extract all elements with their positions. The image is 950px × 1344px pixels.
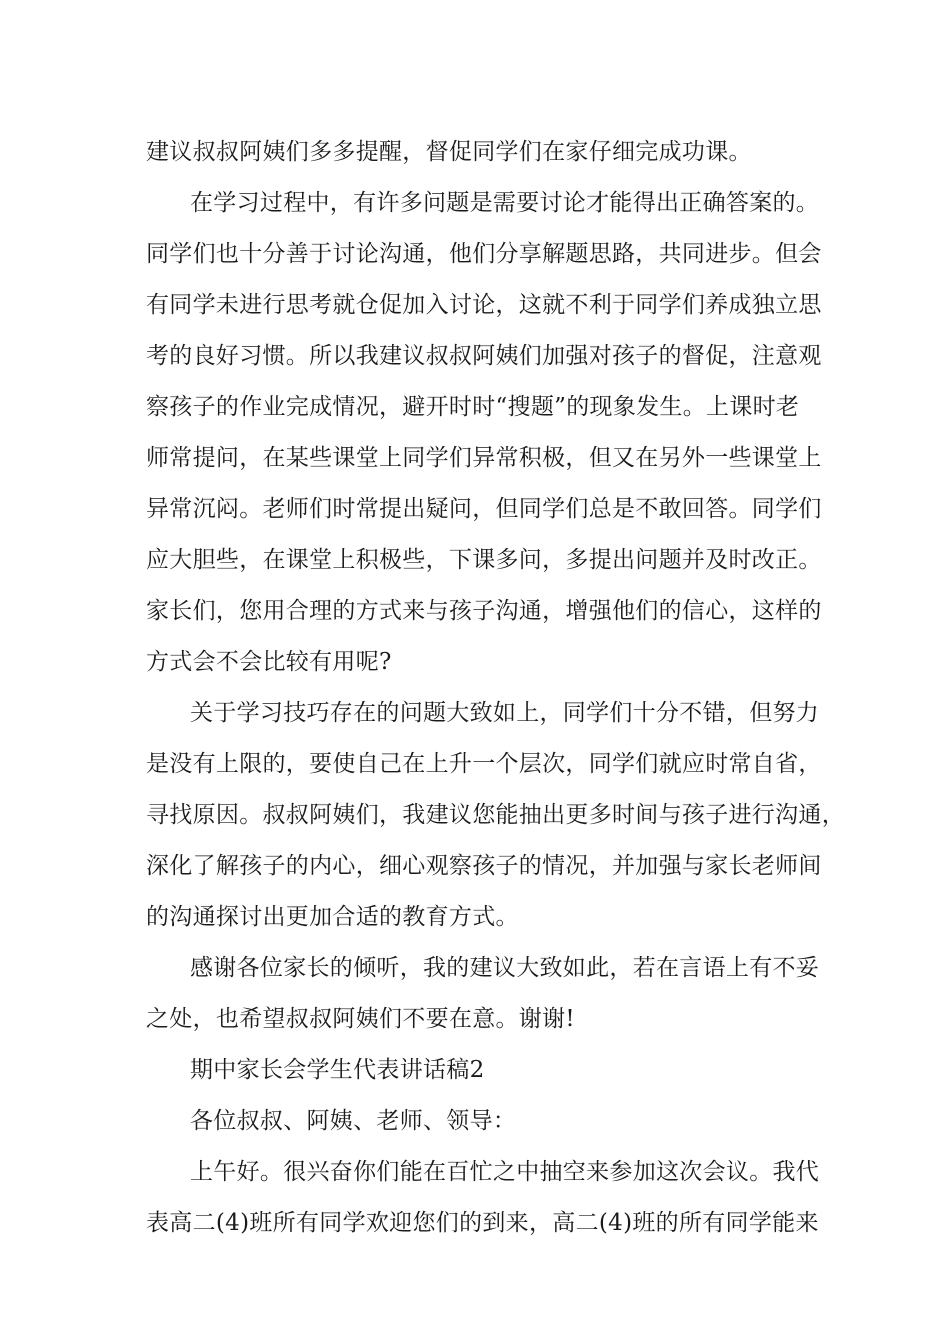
text-line: 家长们，您用合理的方式来与孩子沟通，增强他们的信心，这样的 xyxy=(146,598,822,624)
paragraph-start-line: 感谢各位家长的倾听，我的建议大致如此，若在言语上有不妥 xyxy=(190,955,820,981)
paragraph-start-line: 关于学习技巧存在的问题大致如上，同学们十分不错，但努力 xyxy=(190,700,820,726)
text-line: 师常提问，在某些课堂上同学们异常积极，但又在另外一些课堂上 xyxy=(146,445,822,471)
text-line: 异常沉闷。老师们时常提出疑问，但同学们总是不敢回答。同学们 xyxy=(146,496,822,522)
section-heading: 期中家长会学生代表讲话稿2 xyxy=(190,1057,485,1083)
text-line: 寻找原因。叔叔阿姨们，我建议您能抽出更多时间与孩子进行沟通， xyxy=(146,802,845,828)
text-line: 方式会不会比较有用呢? xyxy=(146,649,392,675)
text-line: 察孩子的作业完成情况，避开时时“搜题”的现象发生。上课时老 xyxy=(146,394,800,420)
text-line: 深化了解孩子的内心，细心观察孩子的情况，并加强与家长老师间 xyxy=(146,853,822,879)
text-line: 的沟通探讨出更加合适的教育方式。 xyxy=(146,904,519,930)
paragraph-start-line: 在学习过程中，有许多问题是需要讨论才能得出正确答案的。 xyxy=(190,190,820,216)
text-line: 建议叔叔阿姨们多多提醒，督促同学们在家仔细完成功课。 xyxy=(146,139,752,165)
text-line: 表高二(4)班所有同学欢迎您们的到来，高二(4)班的所有同学能来 xyxy=(146,1210,819,1236)
text-line: 考的良好习惯。所以我建议叔叔阿姨们加强对孩子的督促，注意观 xyxy=(146,343,822,369)
paragraph-start-line: 上午好。很兴奋你们能在百忙之中抽空来参加这次会议。我代 xyxy=(190,1159,820,1185)
text-line: 应大胆些，在课堂上积极些，下课多问，多提出问题并及时改正。 xyxy=(146,547,822,573)
text-line: 有同学未进行思考就仓促加入讨论，这就不利于同学们养成独立思 xyxy=(146,292,822,318)
text-line: 是没有上限的，要使自己在上升一个层次，同学们就应时常自省， xyxy=(146,751,822,777)
text-line: 同学们也十分善于讨论沟通，他们分享解题思路，共同进步。但会 xyxy=(146,241,822,267)
text-line: 之处，也希望叔叔阿姨们不要在意。谢谢! xyxy=(146,1006,575,1032)
salutation-line: 各位叔叔、阿姨、老师、领导： xyxy=(190,1108,517,1134)
